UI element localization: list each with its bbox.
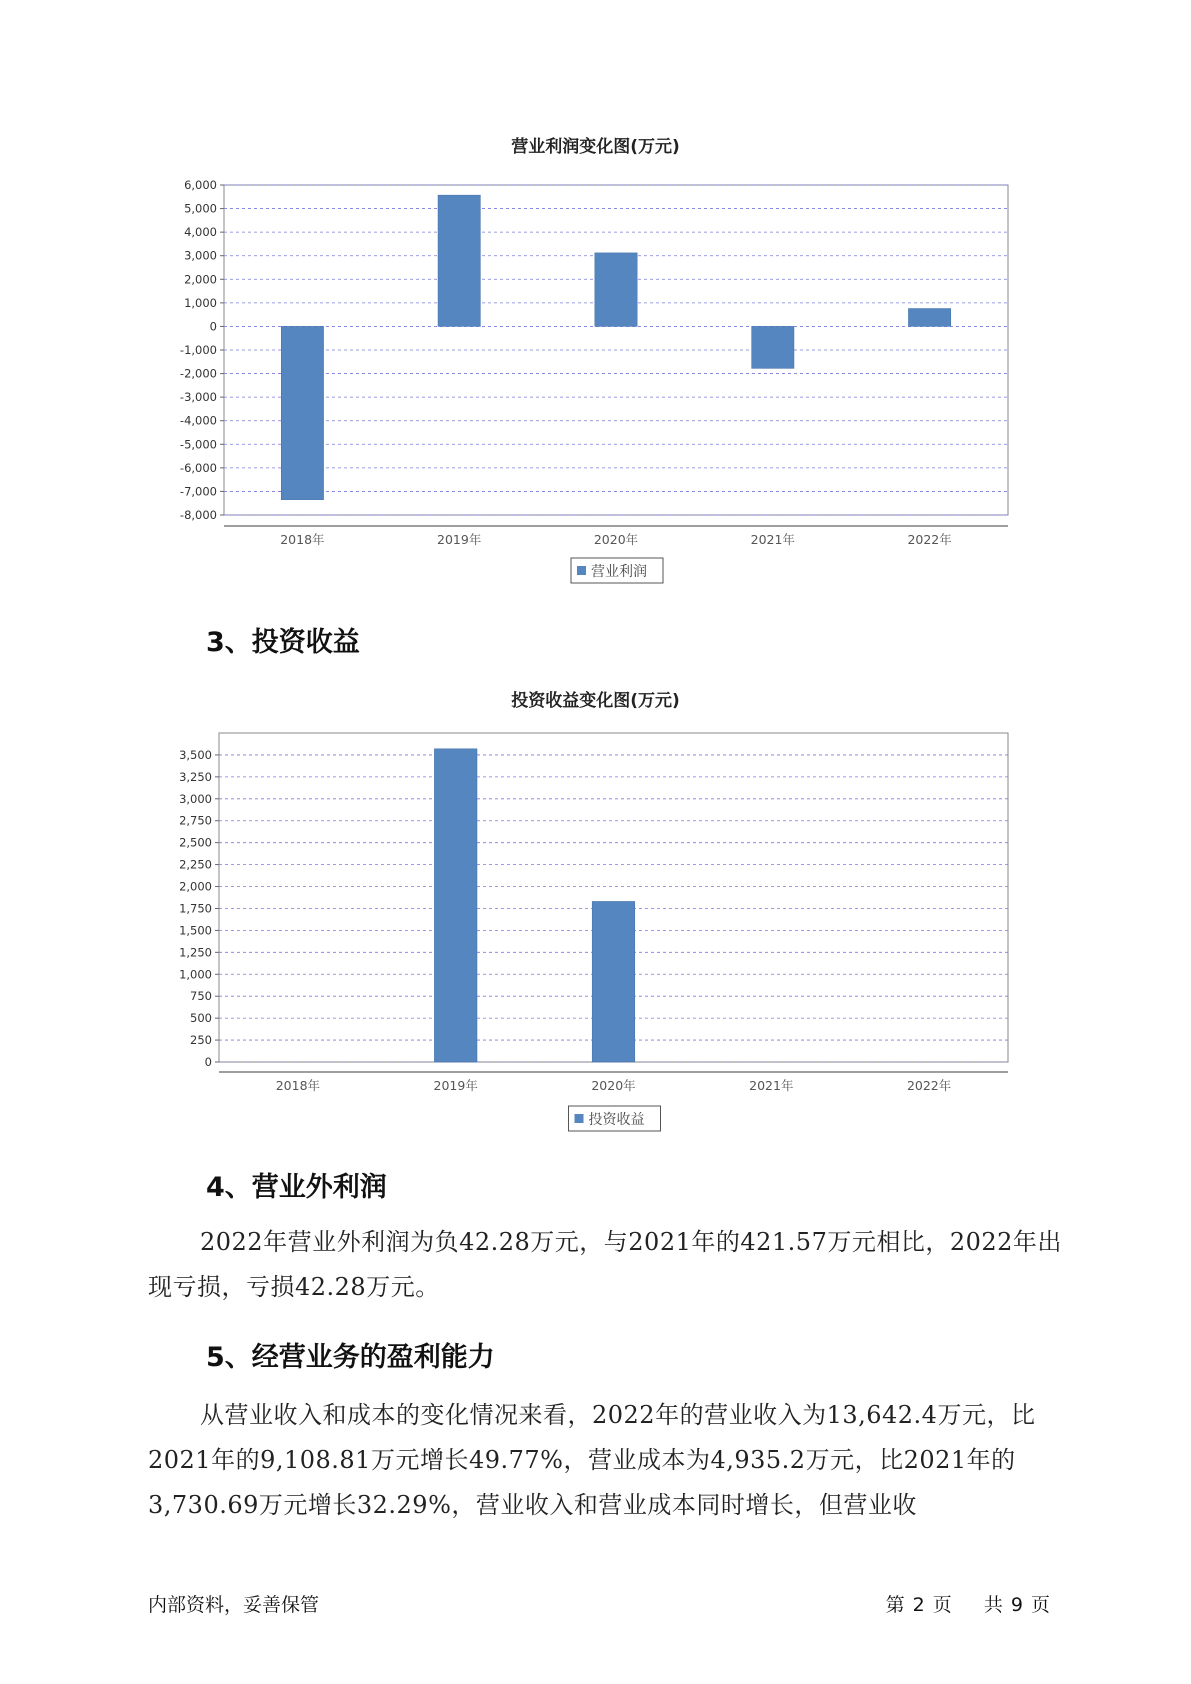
chart2-y-tick-label: 3,000: [179, 791, 212, 806]
chart1-y-tick-label: 4,000: [184, 225, 217, 240]
section4-paragraph: 2022年营业外利润为负42.28万元，与2021年的421.57万元相比，2022年出现亏损，亏损42.28万元。: [148, 1228, 1062, 1301]
section3-heading: 3、投资收益: [206, 627, 360, 658]
chart1-y-tick-label: -4,000: [179, 413, 217, 428]
chart1-y-tick-label: -1,000: [179, 343, 217, 357]
chart2-x-tick-label: 2020年: [591, 1078, 636, 1093]
chart2-legend-swatch: [575, 1114, 584, 1123]
chart2-legend-label: 投资收益: [588, 1112, 645, 1128]
chart1-y-tick-label: -3,000: [179, 390, 217, 405]
section4-heading: 4、营业外利润: [206, 1172, 387, 1203]
chart2-bar: [592, 901, 635, 1062]
chart1-x-tick-label: 2020年: [593, 532, 639, 547]
chart2-y-tick-label: 2,000: [179, 879, 212, 894]
chart1-x-tick-label: 2018年: [280, 532, 325, 547]
chart2-y-tick-label: 2,250: [179, 857, 212, 872]
chart2-title: 投资收益变化图(万元): [511, 691, 680, 711]
chart1-y-tick-label: 0: [209, 319, 217, 334]
chart1-x-tick-label: 2022年: [907, 532, 952, 547]
chart2-y-tick-label: 1,000: [179, 967, 212, 982]
chart1-y-tick-label: 5,000: [184, 201, 217, 216]
section5-heading: 5、经营业务的盈利能力: [206, 1342, 495, 1373]
chart2-y-tick-label: 750: [190, 989, 212, 1004]
chart1-title: 营业利润变化图(万元): [511, 137, 680, 157]
chart2-x-tick-label: 2019年: [433, 1078, 478, 1093]
chart1-y-tick-label: -8,000: [179, 508, 217, 522]
chart2-bar: [434, 749, 477, 1062]
chart1-y-tick-label: -5,000: [179, 437, 217, 452]
chart1-y-tick-label: -7,000: [179, 484, 217, 499]
chart2-y-tick-label: 250: [190, 1033, 212, 1048]
section5-paragraph: 从营业收入和成本的变化情况来看，2022年的营业收入为13,642.4万元，比2021年的9,108.81万元增长49.77%，营业成本为4,935.2万元，比2021年的3,730.69万元增长32.29%，营业收入和营业成本同时增长，但营业收: [148, 1401, 1036, 1519]
chart1-y-tick-label: -6,000: [179, 460, 217, 475]
chart2-x-tick-label: 2021年: [749, 1078, 794, 1093]
footer-confidential-note: 内部资料，妥善保管: [148, 1594, 320, 1616]
chart2-x-tick-label: 2022年: [906, 1078, 952, 1093]
footer-page-number: 第 2 页 共 9 页: [885, 1594, 1050, 1616]
chart2-y-tick-label: 1,750: [179, 901, 212, 916]
chart1-y-tick-label: 3,000: [184, 248, 217, 263]
chart2-y-tick-label: 500: [190, 1011, 212, 1026]
chart1-x-tick-label: 2021年: [750, 532, 795, 547]
chart1-x-tick-label: 2019年: [437, 532, 482, 547]
chart2-y-tick-label: 3,250: [179, 769, 212, 784]
chart2-y-tick-label: 3,500: [179, 747, 212, 762]
chart1-y-tick-label: -2,000: [179, 366, 217, 381]
chart2-y-tick-label: 2,750: [179, 813, 212, 828]
chart1-y-tick-label: 1,000: [184, 295, 217, 310]
chart2-y-tick-label: 0: [204, 1055, 212, 1069]
chart2-x-tick-label: 2018年: [275, 1078, 321, 1093]
chart2-y-tick-label: 1,500: [179, 923, 212, 938]
chart1-legend-label: 营业利润: [591, 564, 647, 580]
chart2-y-tick-label: 1,250: [179, 945, 212, 960]
chart2-y-tick-label: 2,500: [179, 835, 212, 850]
chart1-y-tick-label: 2,000: [184, 272, 217, 287]
chart1-y-tick-label: 6,000: [184, 178, 217, 192]
